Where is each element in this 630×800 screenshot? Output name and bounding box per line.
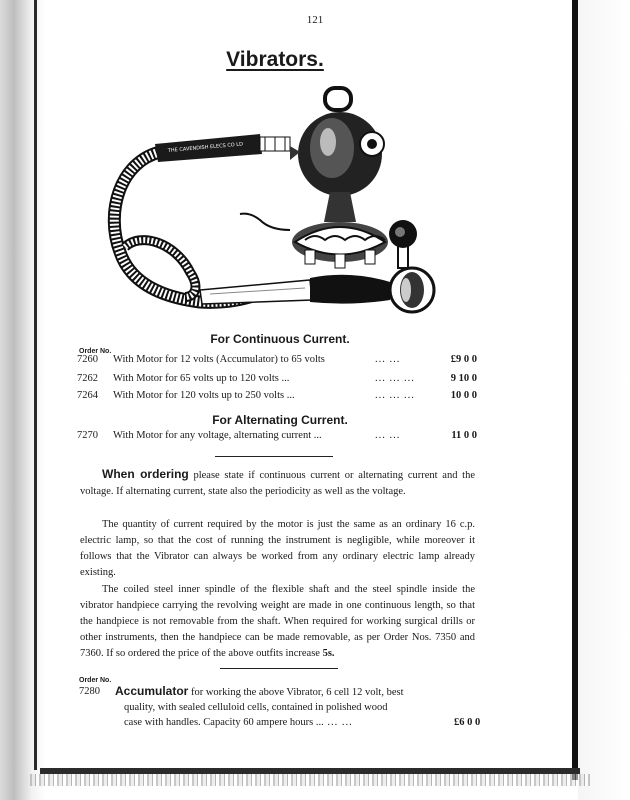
spindle-text: The coiled steel inner spindle of the flexible shaft and the steel spindle inside the vibrator handpiece carrying the revolving weight are made in one continuous length, so that the handpiece is not removable from the shaft. When required for working surgical drills or other instruments, then the handpiece can be made removable, as per Order Nos. 7350 and 7360. If so ordered the price of the above outfits increase (80, 584, 475, 659)
continuous-current-heading: For Continuous Current. (210, 332, 350, 346)
table-row (77, 354, 477, 370)
accumulator-name: Accumulator (115, 684, 189, 698)
item-description: With Motor for any voltage, alternating current ... (113, 430, 322, 441)
item-price: 10 0 0 (450, 390, 477, 401)
item-price: 9 10 0 (450, 373, 477, 384)
sheath-badge-text: THE CAVENDISH ELECS CO LD (167, 141, 244, 154)
order-number: 7270 (77, 430, 98, 441)
item-price: £9 0 0 (450, 354, 477, 365)
flexible-shaft (114, 152, 260, 302)
item-price: £6 0 0 (454, 717, 481, 728)
order-number: 7280 (79, 686, 100, 697)
ordering-paragraph (80, 466, 475, 500)
accumulator-line3-wrap (124, 715, 479, 730)
motor (240, 88, 388, 268)
accumulator-line2: quality, with sealed celluloid cells, contained in polished wood (124, 702, 388, 713)
order-number: 7264 (77, 390, 98, 401)
leader-dots: ... ... (323, 717, 353, 728)
order-no-label: Order No. (79, 677, 112, 684)
table-row (77, 373, 477, 389)
item-price: 11 0 0 (451, 430, 477, 441)
item-description: With Motor for 120 volts up to 250 volts ... (113, 390, 295, 401)
scan-bottom-noise (30, 774, 590, 786)
section-divider (220, 668, 338, 669)
when-ordering-lead: When ordering (102, 467, 189, 481)
order-number: 7262 (77, 373, 98, 384)
scan-left-shadow (0, 0, 46, 800)
ordering-text: please state if continuous current or alternating current and the voltage. If alternating current, state also the periodicity as well as the voltage. (80, 470, 475, 497)
price-increase: 5s. (322, 648, 335, 659)
alternating-current-heading: For Alternating Current. (212, 413, 348, 427)
table-row (77, 390, 477, 406)
current-text: The quantity of current required by the motor is just the same as an ordinary 16 c.p. electric lamp, so that the cost of running the instrument is negligible, while moreover it follows that the Vibrator can always be worked from any ordinary electric lamp already existing. (80, 519, 475, 578)
scan-left-edge (34, 0, 37, 770)
order-number: 7260 (77, 354, 98, 365)
leader-dots: ... ... ... (375, 390, 415, 401)
accumulator-line3: case with handles. Capacity 60 ampere hours ... (124, 717, 324, 728)
vibrator-illustration (100, 82, 460, 332)
scan-right-edge (572, 0, 578, 780)
order-no-label: Order No. (79, 348, 112, 355)
spindle-paragraph (80, 582, 475, 662)
leader-dots: ... ... ... (375, 373, 415, 384)
page-title: Vibrators. (226, 48, 324, 71)
current-paragraph (80, 517, 475, 581)
item-description: With Motor for 65 volts up to 120 volts ... (113, 373, 290, 384)
page-number: 121 (306, 14, 324, 26)
leader-dots: ... ... (375, 354, 401, 365)
section-divider (215, 456, 333, 457)
accumulator-line1: for working the above Vibrator, 6 cell 12 volt, best (188, 687, 404, 698)
accumulator-entry (79, 684, 479, 730)
leader-dots: ... ... (375, 430, 401, 441)
scan-right-margin (578, 0, 630, 800)
item-description: With Motor for 12 volts (Accumulator) to 65 volts (113, 354, 325, 365)
shaft-sheath (155, 134, 290, 162)
table-row (77, 430, 477, 446)
